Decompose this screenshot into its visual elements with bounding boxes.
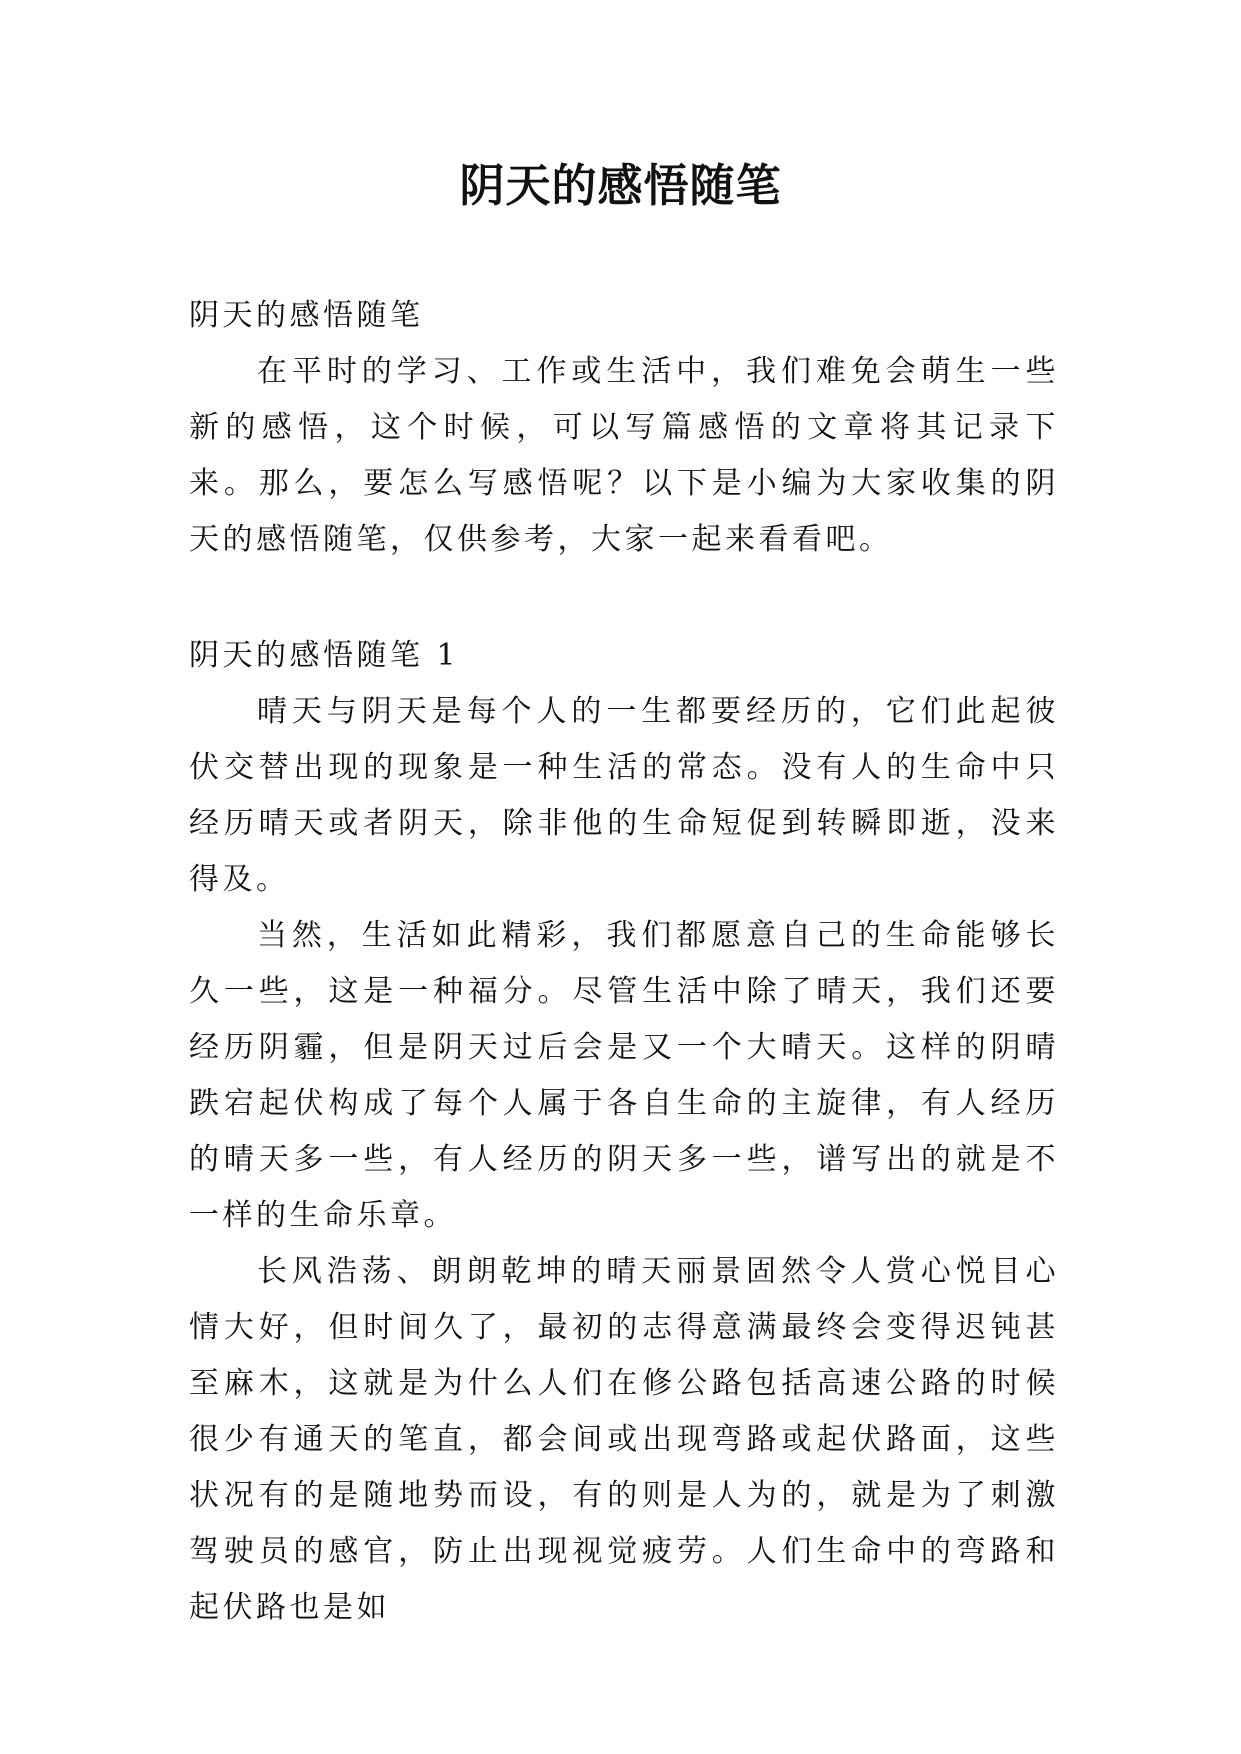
body-paragraph-3: 长风浩荡、朗朗乾坤的晴天丽景固然令人赏心悦目心情大好，但时间久了，最初的志得意满最终会变得迟钝甚至麻木，这就是为什么人们在修公路包括高速公路的时候很少有通天的笔直，都会间或出现弯路或起伏路面，这些状况有的是随地势而设，有的则是人为的，就是为了刺激驾驶员的感官，防止出现视觉疲劳。人们生命中的弯路和起伏路也是如 (189, 1254, 1059, 1625)
intro-heading: 阴天的感悟随笔 (189, 298, 424, 333)
section-heading: 阴天的感悟随笔 1 (189, 638, 460, 673)
document-title: 阴天的感悟随笔 (459, 159, 782, 212)
body-paragraph-1: 晴天与阴天是每个人的一生都要经历的，它们此起彼伏交替出现的现象是一种生活的常态。没有人的生命中只经历晴天或者阴天，除非他的生命短促到转瞬即逝，没来得及。 (189, 694, 1059, 897)
intro-paragraph: 在平时的学习、工作或生活中，我们难免会萌生一些新的感悟，这个时候，可以写篇感悟的文章将其记录下来。那么，要怎么写感悟呢？以下是小编为大家收集的阴天的感悟随笔，仅供参考，大家一起来看看吧。 (189, 354, 1059, 557)
body-paragraph-2: 当然，生活如此精彩，我们都愿意自己的生命能够长久一些，这是一种福分。尽管生活中除了晴天，我们还要经历阴霾，但是阴天过后会是又一个大晴天。这样的阴晴跌宕起伏构成了每个人属于各自生命的主旋律，有人经历的晴天多一些，有人经历的阴天多一些，谱写出的就是不一样的生命乐章。 (189, 918, 1059, 1233)
document-body (189, 288, 1059, 1636)
